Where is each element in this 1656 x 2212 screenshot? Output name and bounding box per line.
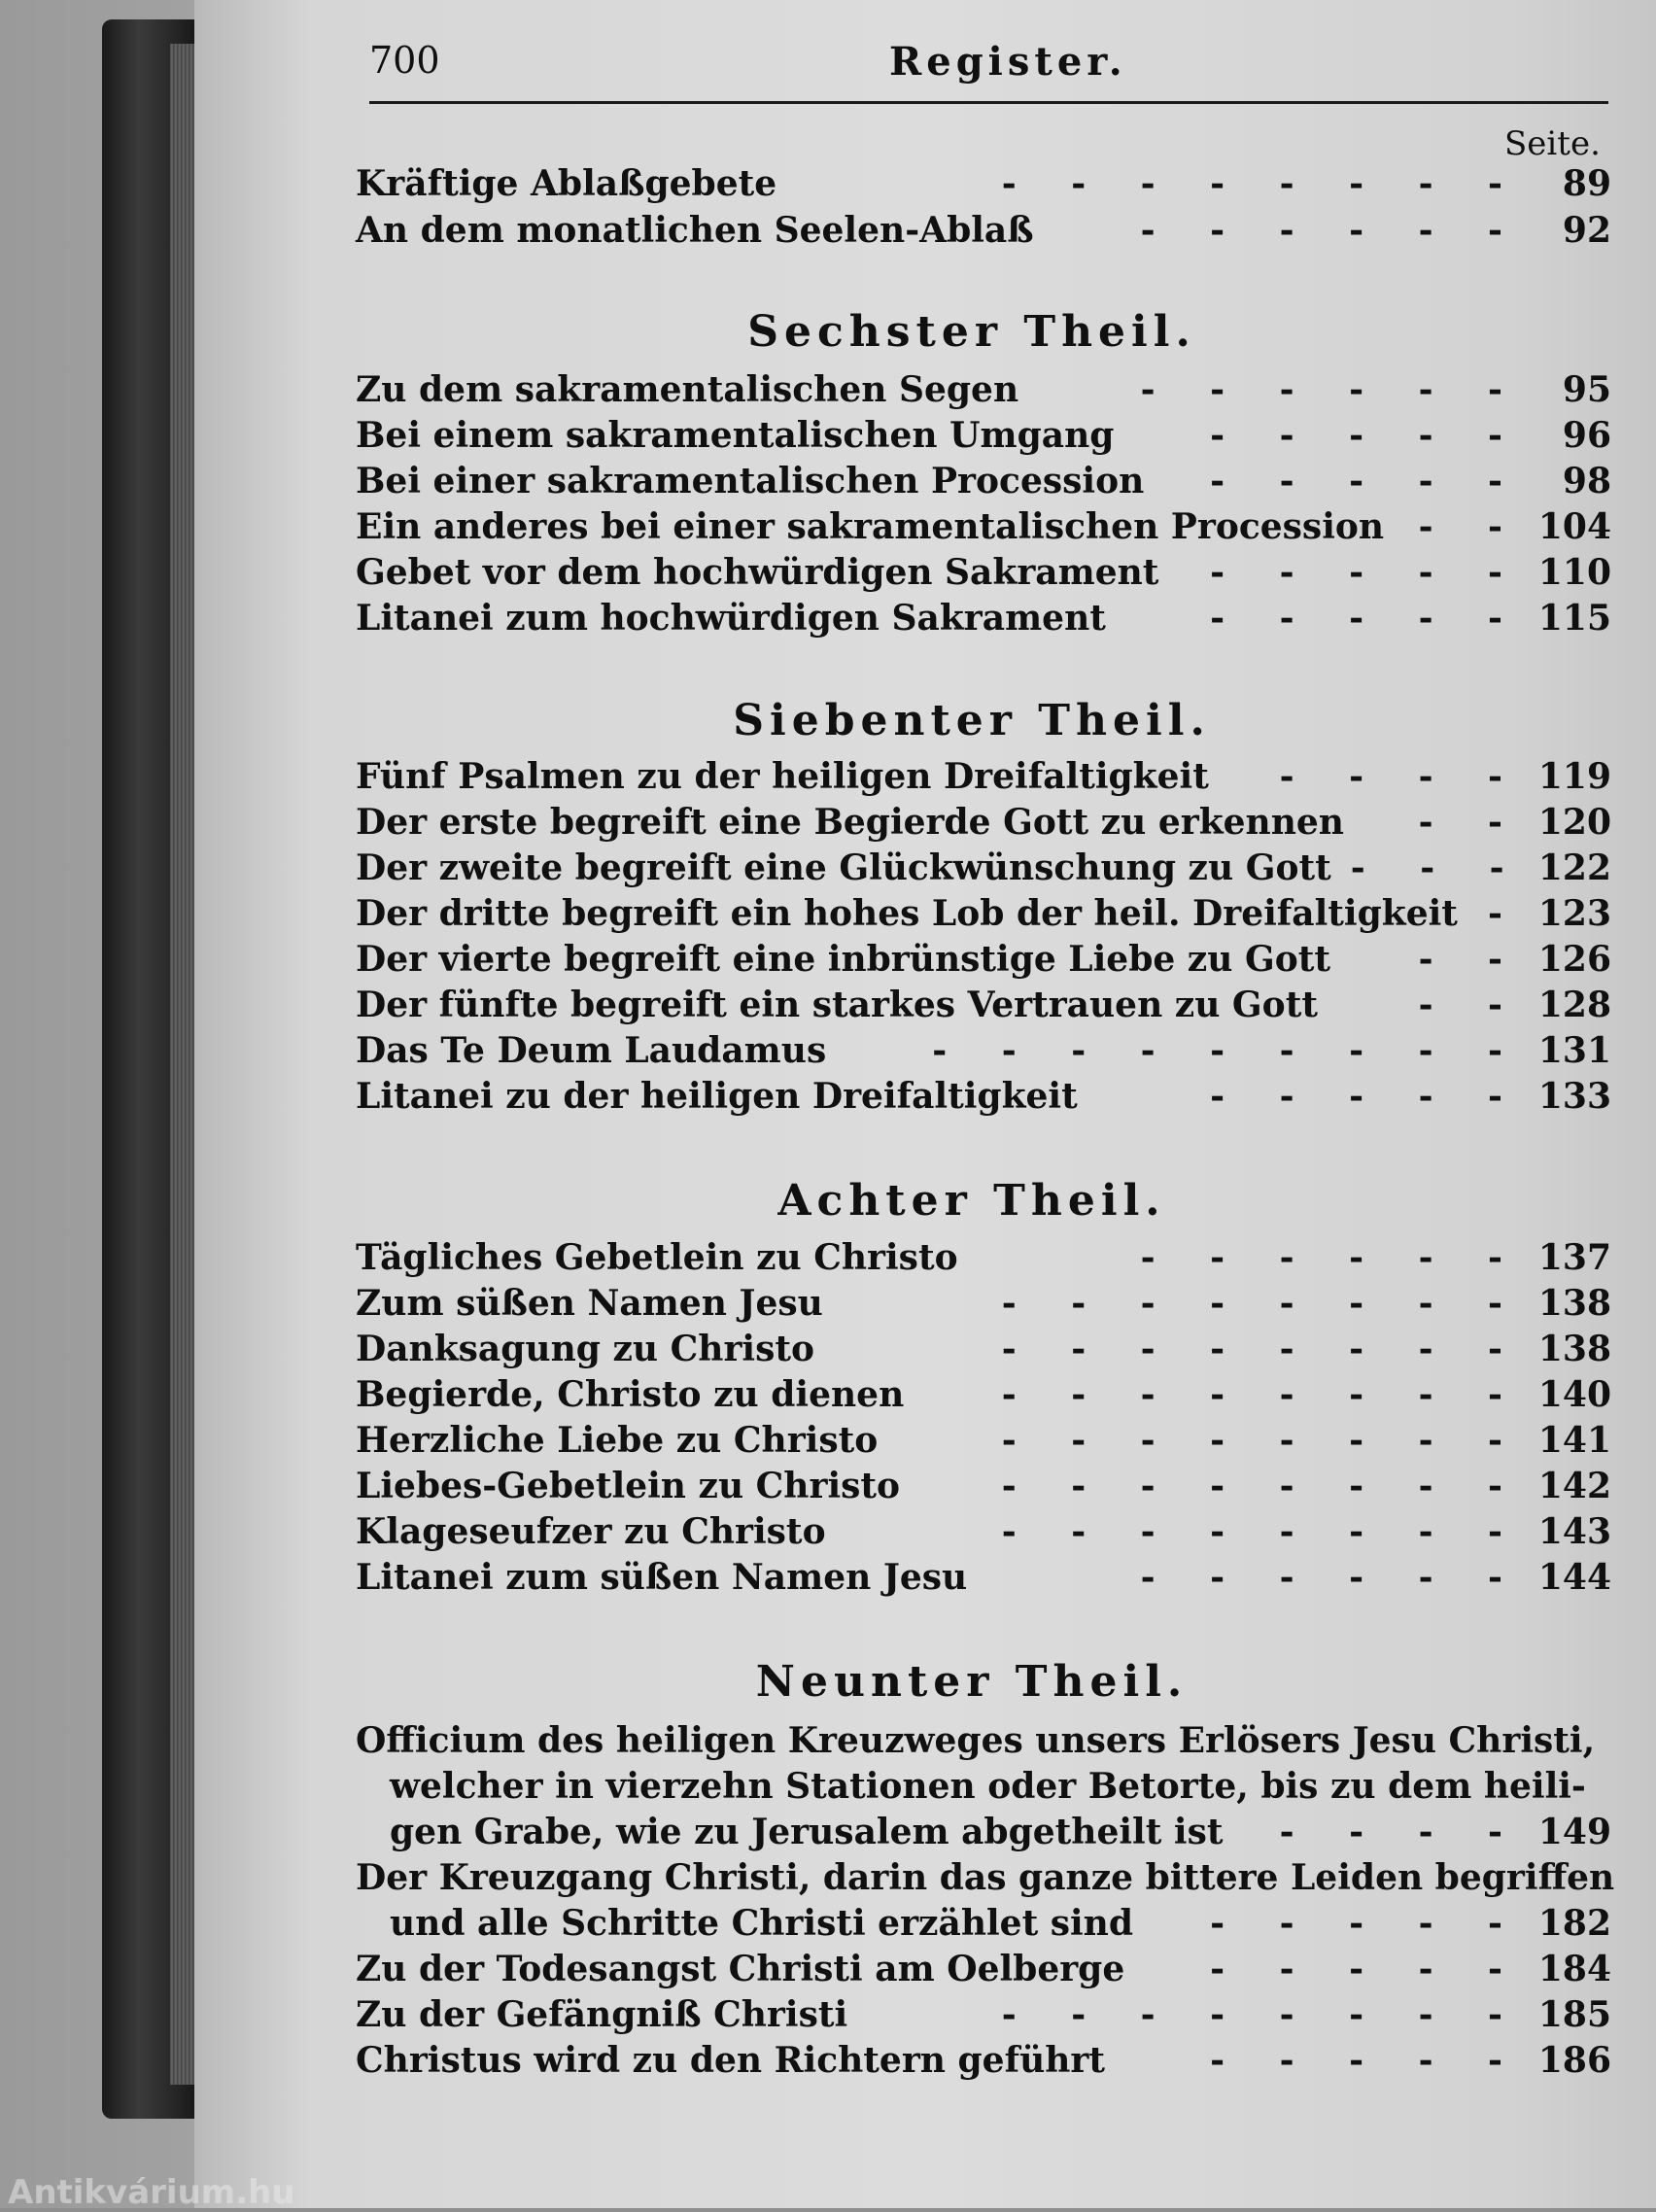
dot-leader: - - - - - — [1210, 1076, 1524, 1117]
dot-leader: - - - - - - - - — [1001, 1466, 1524, 1506]
toc-page-number: 128 — [1537, 985, 1611, 1025]
toc-entry-title: welcher in vierzehn Stationen oder Betorte, bis zu dem heili- — [390, 1766, 1586, 1807]
toc-page-number: 140 — [1537, 1374, 1611, 1415]
toc-page-number: 126 — [1537, 939, 1611, 980]
section-heading: Neunter Theil. — [755, 1657, 1189, 1707]
toc-page-number: 184 — [1537, 1949, 1611, 1989]
toc-entry-title: Officium des heiligen Kreuzweges unsers Erlösers Jesu Christi, — [356, 1720, 1596, 1761]
toc-page-number: 144 — [1537, 1557, 1611, 1598]
toc-page-number: 115 — [1537, 598, 1611, 639]
dot-leader: - - - - - — [1210, 1903, 1524, 1944]
toc-entry — [356, 985, 1611, 1029]
dot-leader: - - - - - - — [1140, 1557, 1524, 1598]
toc-entry-title: Litanei zu der heiligen Dreifaltigkeit — [356, 1076, 1078, 1117]
toc-entry-title: Bei einem sakramentalischen Umgang — [356, 415, 1115, 456]
toc-page-number: 120 — [1537, 802, 1611, 843]
toc-page-number: 143 — [1537, 1511, 1611, 1552]
toc-page-number: 186 — [1537, 2040, 1611, 2081]
toc-entry — [356, 1766, 1611, 1811]
toc-page-number: 110 — [1537, 552, 1611, 593]
page-number: 700 — [369, 39, 440, 82]
toc-entry — [356, 1283, 1611, 1328]
toc-entry — [356, 1949, 1611, 1993]
toc-page-number: 149 — [1537, 1812, 1611, 1852]
toc-entry-title: Klageseufzer zu Christo — [356, 1511, 826, 1552]
seite-column-label: Seite. — [1504, 124, 1601, 163]
dot-leader: - - - - - - - - — [1001, 1374, 1524, 1415]
toc-page-number: 104 — [1537, 506, 1611, 547]
toc-entry-title: Gebet vor dem hochwürdigen Sakrament — [356, 552, 1159, 593]
header-rule — [369, 101, 1608, 104]
toc-entry — [356, 1466, 1611, 1510]
dot-leader: - - - - - — [1210, 2040, 1524, 2081]
dot-leader: - - - - - - - - — [1001, 1420, 1524, 1461]
toc-entry — [356, 461, 1611, 505]
toc-entry-title: Bei einer sakramentalischen Procession — [356, 461, 1145, 501]
toc-entry-title: Begierde, Christo zu dienen — [356, 1374, 905, 1415]
toc-page-number: 133 — [1537, 1076, 1611, 1117]
toc-entry — [356, 506, 1611, 551]
toc-entry-title: gen Grabe, wie zu Jerusalem abgetheilt ist — [390, 1812, 1224, 1852]
dot-leader: - - — [1418, 802, 1524, 843]
dot-leader: - - - - - - - - - — [932, 1030, 1524, 1071]
toc-entry-title: Zu dem sakramentalischen Segen — [356, 369, 1019, 410]
toc-entry — [356, 1030, 1611, 1075]
toc-page-number: 96 — [1562, 415, 1611, 456]
toc-entry — [356, 756, 1611, 801]
toc-entry-title: Kräftige Ablaßgebete — [356, 163, 777, 204]
dot-leader: - - — [1418, 939, 1524, 980]
dot-leader: - - - - - — [1210, 461, 1524, 501]
dot-leader: - - - - - — [1210, 552, 1524, 593]
toc-entry-title: und alle Schritte Christi erzählet sind — [390, 1903, 1134, 1944]
section-heading: Achter Theil. — [777, 1176, 1166, 1226]
dot-leader: - - - - - — [1210, 415, 1524, 456]
toc-entry — [356, 369, 1611, 414]
toc-entry-title: Der zweite begreift eine Glückwünschung zu Gott — [356, 847, 1331, 888]
dot-leader: - - - - — [1279, 1812, 1524, 1852]
toc-entry — [356, 1557, 1611, 1602]
toc-entry-title: Danksagung zu Christo — [356, 1329, 815, 1369]
toc-page-number: 138 — [1537, 1329, 1611, 1369]
toc-page-number: 138 — [1537, 1283, 1611, 1324]
section-heading: Siebenter Theil. — [733, 696, 1211, 745]
toc-entry-title: Zu der Todesangst Christi am Oelberge — [356, 1949, 1125, 1989]
toc-entry — [356, 1903, 1611, 1948]
toc-page-number: 137 — [1537, 1237, 1611, 1278]
toc-entry — [356, 893, 1611, 938]
dot-leader: - - - - - - — [1140, 210, 1524, 251]
toc-page-number: 131 — [1537, 1030, 1611, 1071]
toc-entry — [356, 210, 1611, 255]
toc-entry-title: Litanei zum hochwürdigen Sakrament — [356, 598, 1106, 639]
toc-entry-title: Zu der Gefängniß Christi — [356, 1994, 848, 2035]
toc-entry — [356, 1720, 1611, 1765]
dot-leader: - - - - - - - - — [1001, 163, 1524, 204]
toc-entry-title: Der Kreuzgang Christi, darin das ganze bittere Leiden begriffen — [356, 1857, 1615, 1898]
toc-page-number: 141 — [1537, 1420, 1611, 1461]
dot-leader: - - - - - - - - — [1001, 1994, 1524, 2035]
toc-page-number: 95 — [1562, 369, 1611, 410]
toc-page-number: 182 — [1537, 1903, 1611, 1944]
dot-leader: - - - - - — [1210, 1949, 1524, 1989]
toc-entry — [356, 1812, 1611, 1856]
toc-entry — [356, 1420, 1611, 1465]
toc-entry-title: Herzliche Liebe zu Christo — [356, 1420, 879, 1461]
toc-page-number: 122 — [1537, 847, 1611, 888]
toc-entry — [356, 939, 1611, 984]
dot-leader: - - - - — [1279, 756, 1524, 797]
toc-entry — [356, 1076, 1611, 1121]
dot-leader: - - - - - — [1210, 598, 1524, 639]
toc-entry — [356, 1994, 1611, 2039]
toc-entry-title: Litanei zum süßen Namen Jesu — [356, 1557, 968, 1598]
dot-leader: - - — [1418, 985, 1524, 1025]
toc-entry-title: Zum süßen Namen Jesu — [356, 1283, 823, 1324]
toc-entry — [356, 802, 1611, 847]
dot-leader: - - - - - - - - — [1001, 1329, 1524, 1369]
toc-entry-title: Der vierte begreift eine inbrünstige Liebe zu Gott — [356, 939, 1330, 980]
toc-entry — [356, 1857, 1615, 1902]
dot-leader: - - - — [1350, 847, 1526, 888]
toc-entry-title: Der erste begreift eine Begierde Gott zu erkennen — [356, 802, 1344, 843]
toc-page-number: 123 — [1537, 893, 1611, 934]
toc-entry-title: An dem monatlichen Seelen-Ablaß — [356, 210, 1034, 251]
running-title: Register. — [889, 39, 1127, 85]
dot-leader: - - - - - - — [1140, 369, 1524, 410]
section-heading: Sechster Theil. — [747, 307, 1196, 357]
toc-entry — [356, 415, 1611, 460]
toc-page-number: 98 — [1562, 461, 1611, 501]
toc-entry-title: Liebes-Gebetlein zu Christo — [356, 1466, 901, 1506]
toc-entry-title: Fünf Psalmen zu der heiligen Dreifaltigkeit — [356, 756, 1209, 797]
toc-entry-title: Ein anderes bei einer sakramentalischen Procession — [356, 506, 1385, 547]
toc-entry-title: Das Te Deum Laudamus — [356, 1030, 827, 1071]
toc-entry — [356, 552, 1611, 597]
toc-entry-title: Der dritte begreift ein hohes Lob der heil. Dreifaltigkeit — [356, 893, 1458, 934]
toc-entry — [356, 598, 1611, 642]
toc-page-number: 119 — [1537, 756, 1611, 797]
page-header — [369, 39, 1608, 107]
toc-entry — [356, 2040, 1611, 2085]
toc-entry — [356, 1237, 1611, 1282]
dot-leader: - - - - - - - - — [1001, 1283, 1524, 1324]
toc-page-number: 185 — [1537, 1994, 1611, 2035]
toc-entry — [356, 1511, 1611, 1556]
watermark: Antikvárium.hu — [8, 2173, 295, 2212]
toc-entry — [356, 847, 1611, 892]
toc-page-number: 89 — [1562, 163, 1611, 204]
toc-entry — [356, 1374, 1611, 1419]
toc-entry-title: Der fünfte begreift ein starkes Vertrauen zu Gott — [356, 985, 1318, 1025]
toc-page-number: 142 — [1537, 1466, 1611, 1506]
dot-leader: - - - - - - - - — [1001, 1511, 1524, 1552]
toc-entry — [356, 163, 1611, 208]
toc-entry-title: Tägliches Gebetlein zu Christo — [356, 1237, 958, 1278]
toc-entry — [356, 1329, 1611, 1373]
dot-leader: - - - - - - — [1140, 1237, 1524, 1278]
toc-entry-title: Christus wird zu den Richtern geführt — [356, 2040, 1106, 2081]
toc-page-number: 92 — [1562, 210, 1611, 251]
dot-leader: - - — [1418, 506, 1524, 547]
dot-leader: - — [1488, 893, 1524, 934]
